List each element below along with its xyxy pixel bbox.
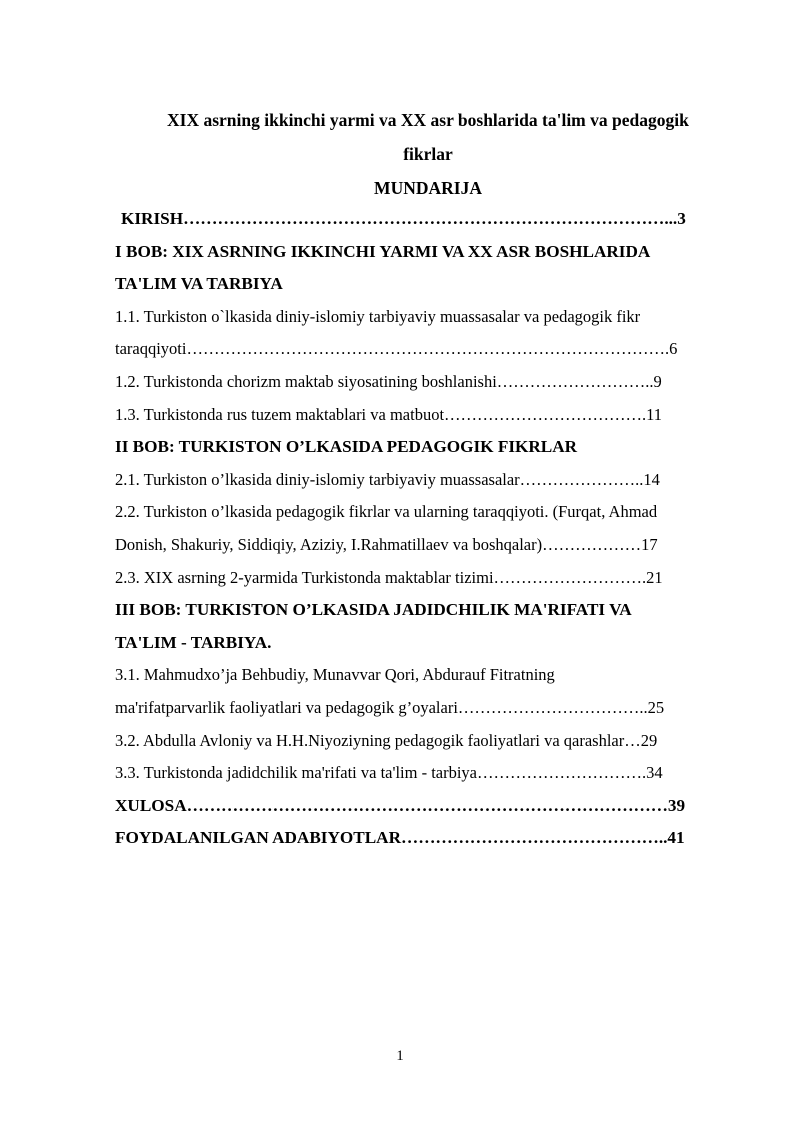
document-title-line-1: XIX asrning ikkinchi yarmi va XX asr boshlarida ta'lim va pedagogik (167, 110, 689, 130)
document-title-line-2: fikrlar (403, 144, 453, 164)
toc-entry-3-1: 3.1. Mahmudxo’ja Behbudiy, Munavvar Qori, Abdurauf Fitratning (115, 665, 555, 685)
toc-chapter-1-title: I BOB: XIX ASRNING IKKINCHI YARMI VA XX ASR BOSHLARIDA (115, 241, 651, 261)
toc-entry-3-2: 3.2. Abdulla Avloniy va H.H.Niyoziyning pedagogik faoliyatlari va qarashlar…29 (115, 730, 658, 750)
toc-entry-1-1: 1.1. Turkiston o`lkasida diniy-islomiy tarbiyaviy muassasalar va pedagogik fikr (115, 306, 641, 326)
toc-entry-2-2: 2.2. Turkiston o’lkasida pedagogik fikrlar va ularning taraqqiyoti. (Furqat, Ahmad (115, 502, 658, 522)
toc-entry-3-3: 3.3. Turkistonda jadidchilik ma'rifati va ta'lim - tarbiya………………………….34 (115, 763, 663, 783)
toc-entry-2-2-cont: Donish, Shakuriy, Siddiqiy, Aziziy, I.Rahmatillaev va boshqalar)………………17 (115, 534, 658, 554)
table-of-contents (115, 203, 741, 855)
toc-chapter-3-title: III BOB: TURKISTON O’LKASIDA JADIDCHILIK MA'RIFATI VA (115, 600, 632, 620)
toc-entry-1-2: 1.2. Turkistonda chorizm maktab siyosatining boshlanishi………………………..9 (115, 371, 662, 391)
toc-chapter-1-title-cont: TA'LIM VA TARBIYA (115, 274, 283, 294)
toc-entry-kirish: KIRISH…………………………………………………………………………...3 (121, 209, 686, 228)
toc-entry-3-1-cont: ma'rifatparvarlik faoliyatlari va pedagogik g’oyalari……………………………..25 (115, 697, 665, 717)
toc-entry-xulosa: XULOSA…………………………………………………………………………39 (115, 795, 686, 815)
toc-heading: MUNDARIJA (374, 178, 482, 198)
toc-entry-bibliography: FOYDALANILGAN ADABIYOTLAR………………………………………..41 (115, 828, 685, 848)
toc-entry-1-1-cont: taraqqiyoti…………………………………………………………………………….6 (115, 339, 678, 359)
toc-entry-2-1: 2.1. Turkiston o’lkasida diniy-islomiy tarbiyaviy muassasalar…………………..14 (115, 469, 660, 489)
toc-chapter-2-title: II BOB: TURKISTON O’LKASIDA PEDAGOGIK FIKRLAR (115, 437, 578, 457)
toc-entry-1-3: 1.3. Turkistonda rus tuzem maktablari va matbuot……………………………….11 (115, 404, 663, 424)
toc-chapter-3-title-cont: TA'LIM - TARBIYA. (115, 632, 272, 652)
page-number: 1 (396, 1048, 404, 1064)
toc-entry-2-3: 2.3. XIX asrning 2-yarmida Turkistonda maktablar tizimi……………………….21 (115, 567, 663, 587)
